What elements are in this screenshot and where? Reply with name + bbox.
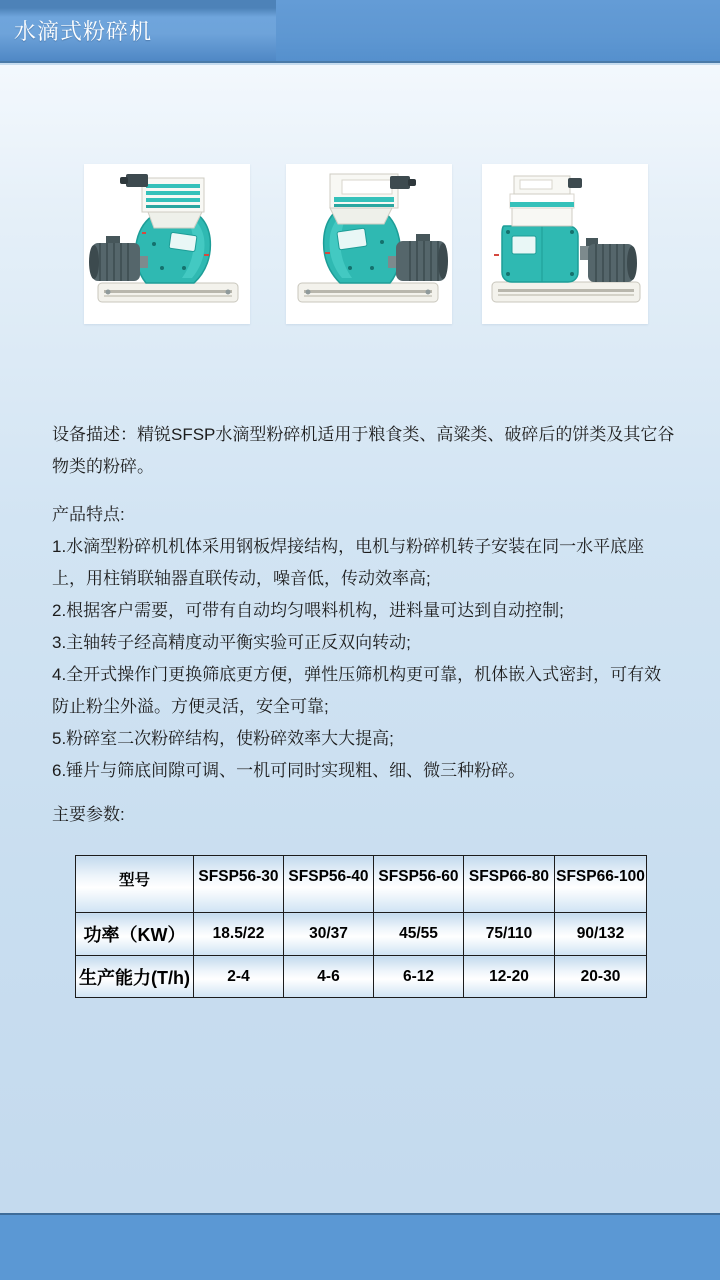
table-header-row bbox=[76, 856, 647, 913]
product-text-block bbox=[52, 419, 676, 831]
footer-bar bbox=[0, 1213, 720, 1280]
machine-illustration-side-right bbox=[286, 164, 452, 324]
header-title-tab bbox=[0, 0, 276, 61]
parameters-table-wrap bbox=[75, 855, 647, 998]
capacity-value-2: 4-6 bbox=[284, 956, 374, 998]
content-area bbox=[0, 65, 720, 1213]
table-header-sfsp56-30: SFSP56-30 bbox=[194, 856, 284, 913]
power-value-3: 45/55 bbox=[374, 913, 464, 956]
product-image-3[interactable] bbox=[482, 164, 648, 324]
table-header-model: 型号 bbox=[76, 856, 194, 913]
description-label: 设备描述： bbox=[52, 425, 137, 444]
table-header-sfsp56-60: SFSP56-60 bbox=[374, 856, 464, 913]
table-row-power bbox=[76, 913, 647, 956]
header-bar bbox=[0, 0, 720, 63]
capacity-value-4: 12-20 bbox=[464, 956, 555, 998]
feature-item-6: 6.锤片与筛底间隙可调、一机可同时实现粗、细、微三种粉碎。 bbox=[52, 761, 526, 780]
machine-illustration-front bbox=[482, 164, 648, 324]
table-row-capacity bbox=[76, 956, 647, 998]
capacity-value-1: 2-4 bbox=[194, 956, 284, 998]
product-image-1[interactable] bbox=[84, 164, 250, 324]
row-label-capacity: 生产能力(T/h) bbox=[76, 956, 194, 998]
power-value-4: 75/110 bbox=[464, 913, 555, 956]
machine-illustration-side-left bbox=[84, 164, 250, 324]
table-header-sfsp66-100: SFSP66-100 bbox=[555, 856, 647, 913]
device-description bbox=[52, 419, 676, 483]
parameters-table bbox=[75, 855, 647, 998]
power-value-5: 90/132 bbox=[555, 913, 647, 956]
feature-item-5: 5.粉碎室二次粉碎结构，使粉碎效率大大提高; bbox=[52, 729, 394, 748]
feature-item-2: 2.根据客户需要，可带有自动均匀喂料机构，进料量可达到自动控制; bbox=[52, 601, 564, 620]
features-heading: 产品特点: bbox=[52, 505, 125, 524]
capacity-value-5: 20-30 bbox=[555, 956, 647, 998]
feature-item-1: 1.水滴型粉碎机机体采用钢板焊接结构，电机与粉碎机转子安装在同一水平底座上，用柱销联轴器直联传动，噪音低，传动效率高; bbox=[52, 537, 645, 588]
row-label-power: 功率（KW） bbox=[76, 913, 194, 956]
description-text: 精锐SFSP水滴型粉碎机适用于粮食类、高粱类、破碎后的饼类及其它谷物类的粉碎。 bbox=[52, 425, 675, 476]
page-title: 水滴式粉碎机 bbox=[14, 19, 153, 44]
power-value-1: 18.5/22 bbox=[194, 913, 284, 956]
table-header-sfsp56-40: SFSP56-40 bbox=[284, 856, 374, 913]
feature-item-3: 3.主轴转子经高精度动平衡实验可正反双向转动; bbox=[52, 633, 411, 652]
power-value-2: 30/37 bbox=[284, 913, 374, 956]
parameters-heading: 主要参数: bbox=[52, 805, 125, 824]
capacity-value-3: 6-12 bbox=[374, 956, 464, 998]
table-header-sfsp66-80: SFSP66-80 bbox=[464, 856, 555, 913]
feature-item-4: 4.全开式操作门更换筛底更方便，弹性压筛机构更可靠，机体嵌入式密封，可有效防止粉尘外溢。方便灵活，安全可靠; bbox=[52, 665, 662, 716]
product-image-2[interactable] bbox=[286, 164, 452, 324]
